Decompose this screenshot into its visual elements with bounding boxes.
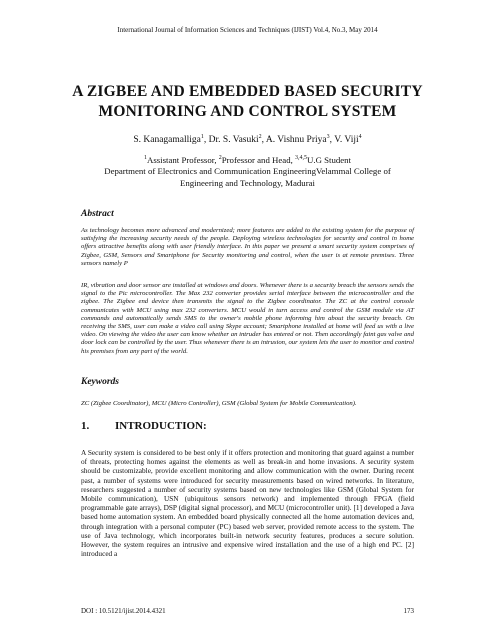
- keywords-text: ZC (Zigbee Coordinator), MCU (Micro Controller), GSM (Global System for Mobile Communication).: [81, 400, 357, 407]
- author-list: [0, 134, 495, 145]
- author-3: , A. Vishnu Priya: [261, 135, 327, 146]
- aff-role-2: Professor and Head,: [221, 154, 296, 165]
- aff-sup-2: 2: [218, 155, 222, 161]
- abstract-paragraph-1: As technology becomes more advanced and modernized; more features are added to the existing system for the purpose of satisfying the increasing security needs of the people. Deploying wireless technologies for security and control in home offers attractive benefits along with user friendly interface. In this paper we present a smart security system comprises of Zigbee, GSM, Sensors and Smartphone for Security monitoring and control, when the user is at remote premises. Three sensors namely P: [81, 227, 414, 267]
- author-2: , Dr. S. Vasuki: [203, 135, 259, 146]
- author-3-sup: 3: [326, 134, 330, 140]
- author-4: , V. Viji: [329, 135, 359, 146]
- author-2-sup: 2: [258, 134, 262, 140]
- abstract-paragraph-2: IR, vibration and door sensor are installed at windows and doors. Whenever there is a security breach the sensors sends the signal to the Pic microcontroller. The Max 232 converter provides serial interface between the microcontroller and the zigbee. The Zigbee end device then transmits the signal to the Zigbee coordinator. The ZC at the control console communicates with MCU using max 232 converters. MCU would in turn access and control the GSM module via AT commands and automatically sends SMS to the owner's mobile phone informing him about the security breach. On receiving the SMS, user can make a video call using Skype account; Smartphone installed at home will feed us with a live video. On viewing the video the user can know whether an intruder has entered or not. Then accordingly faint gas valve and door lock can be controlled by the user. Thus whenever there is an intrusion, our system lets the user to monitor and control his premises from any part of the world.: [81, 282, 414, 355]
- journal-header: International Journal of Information Sciences and Techniques (IJIST) Vol.4, No.3, May 2014: [117, 26, 378, 34]
- section-heading: [81, 420, 207, 432]
- abstract-heading: Abstract: [81, 209, 114, 219]
- aff-sup-3: 3,4,5: [295, 155, 308, 161]
- author-4-sup: 4: [358, 134, 362, 140]
- affiliation-line-3: Engineering and Technology, Madurai: [180, 177, 315, 188]
- title-line-1: A ZIGBEE AND EMBEDDED BASED SECURITY: [72, 83, 423, 100]
- paper-title: [40, 82, 455, 122]
- section-title: INTRODUCTION:: [115, 420, 207, 432]
- doi-footer: DOI : 10.5121/ijist.2014.4321: [81, 607, 166, 615]
- page-number: 173: [403, 607, 414, 615]
- aff-role-1: Assistant Professor,: [146, 154, 219, 165]
- aff-sup-1: 1: [143, 155, 147, 161]
- section-body: A Security system is considered to be best only if it offers protection and monitoring that guard against a number of threats, protecting homes against the elements as well as break-in and home invasions. A security system should be customizable, provide excellent monitoring and allow communication with the owner. During recent past, a number of systems were introduced for security measurements based on wired networks. In literature, researchers suggested a number of security systems based on new technologies like GSM (Global System for Mobile communication), USN (ubiquitous sensors network) and implemented through FPGA (field programmable gate arrays), DSP (digital signal processor), and MCU (microcontroller unit). [1] developed a Java based home automation system. An embedded board physically connected all the home automation devices and, through integration with a personal computer (PC) based web server, provided remote access to the system. The use of Java technology, which incorporates built-in network security features, produces a secure solution. However, the system requires an intrusive and expensive wired installation and the use of a high end PC. [2] introduced a: [81, 448, 414, 559]
- author-1-sup: 1: [200, 134, 204, 140]
- keywords-heading: Keywords: [81, 377, 119, 387]
- aff-role-3: U.G Student: [307, 154, 352, 165]
- affiliation-roles: [60, 153, 435, 166]
- author-1: S. Kanagamalliga: [133, 135, 201, 146]
- affiliation-line-2: Department of Electronics and Communication EngineeringVelammal College of: [104, 166, 391, 177]
- title-line-2: MONITORING AND CONTROL SYSTEM: [98, 103, 397, 120]
- affiliation: [60, 153, 435, 189]
- section-number: 1.: [81, 420, 90, 432]
